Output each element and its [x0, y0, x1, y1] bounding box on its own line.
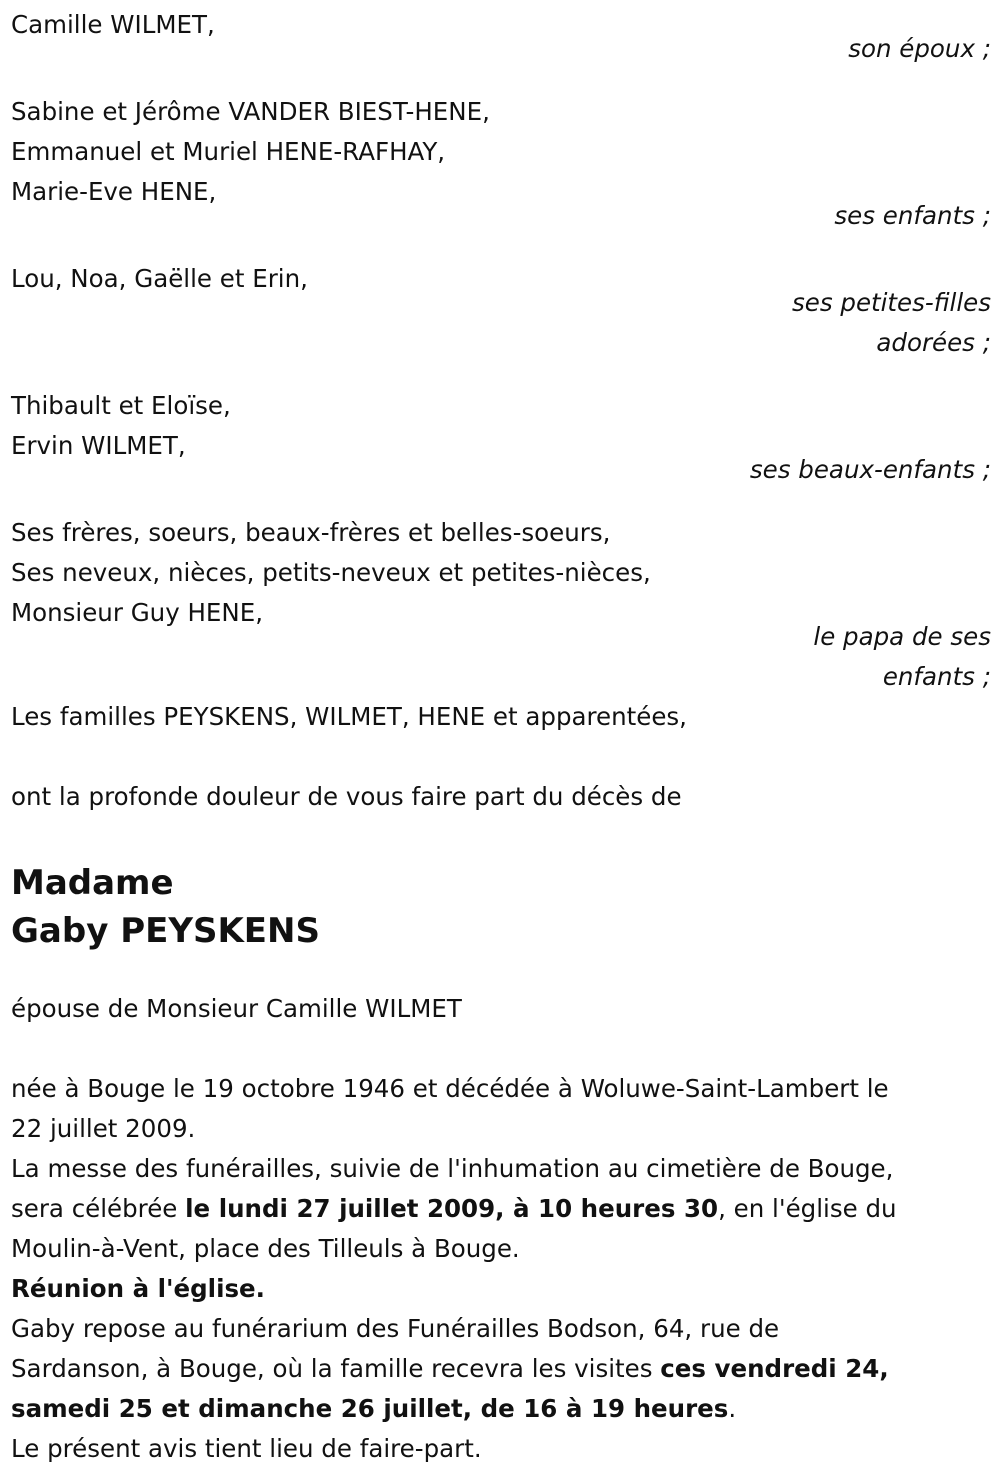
visit-dates-2: samedi 25 et dimanche 26 juillet, de 16 à 19 heures	[11, 1394, 729, 1423]
child-name: Marie-Eve HENE,	[11, 177, 217, 206]
visits-line: Sardanson, à Bouge, où la famille recevra les visites ces vendredi 24,	[11, 1354, 889, 1383]
visit-dates: ces vendredi 24,	[660, 1354, 889, 1383]
church-location-line: Moulin-à-Vent, place des Tilleuls à Bouge.	[11, 1234, 520, 1263]
mass-line: La messe des funérailles, suivie de l'inhumation au cimetière de Bouge,	[11, 1154, 894, 1183]
spouse-role: son époux ;	[848, 34, 991, 63]
visits-line-2: samedi 25 et dimanche 26 juillet, de 16 à 19 heures.	[11, 1394, 737, 1423]
deceased-name: Gaby PEYSKENS	[11, 911, 320, 951]
relative-role-line: enfants ;	[882, 662, 991, 691]
mass-date-line: sera célébrée le lundi 27 juillet 2009, à 10 heures 30, en l'église du	[11, 1194, 897, 1223]
funeral-home-line: Gaby repose au funérarium des Funérailles Bodson, 64, rue de	[11, 1314, 780, 1343]
closing-line: Le présent avis tient lieu de faire-part.	[11, 1434, 482, 1463]
spouse-of-line: épouse de Monsieur Camille WILMET	[11, 994, 462, 1023]
children-role: ses enfants ;	[834, 201, 991, 230]
details-paragraph	[11, 1069, 991, 1469]
relative-name: Ses frères, soeurs, beaux-frères et belles-soeurs,	[11, 518, 611, 547]
grandchildren-names: Lou, Noa, Gaëlle et Erin,	[11, 264, 308, 293]
spouse-name: Camille WILMET,	[11, 10, 215, 39]
child-name: Emmanuel et Muriel HENE-RAFHAY,	[11, 137, 446, 166]
stepchildren-role: ses beaux-enfants ;	[749, 455, 991, 484]
families-line: Les familles PEYSKENS, WILMET, HENE et apparentées,	[11, 702, 687, 731]
mass-date: le lundi 27 juillet 2009, à 10 heures 30	[185, 1194, 719, 1223]
child-name: Sabine et Jérôme VANDER BIEST-HENE,	[11, 97, 490, 126]
relative-name: Monsieur Guy HENE,	[11, 598, 263, 627]
announcement-text: ont la profonde douleur de vous faire part du décès de	[11, 782, 682, 811]
deceased-title: Madame	[11, 863, 174, 903]
birth-death-line: née à Bouge le 19 octobre 1946 et décédée à Woluwe-Saint-Lambert le	[11, 1074, 889, 1103]
deceased-name-block	[11, 859, 991, 955]
relative-name: Ses neveux, nièces, petits-neveux et petites-nièces,	[11, 558, 651, 587]
stepchild-name: Thibault et Eloïse,	[11, 391, 231, 420]
death-date-line: 22 juillet 2009.	[11, 1114, 196, 1143]
relative-role-line: le papa de ses	[813, 622, 991, 651]
grandchildren-role-line: adorées ;	[876, 328, 991, 357]
gathering-line: Réunion à l'église.	[11, 1274, 265, 1303]
grandchildren-role-line: ses petites-filles	[792, 288, 991, 317]
stepchild-name: Ervin WILMET,	[11, 431, 186, 460]
obituary-notice	[11, 5, 991, 1469]
